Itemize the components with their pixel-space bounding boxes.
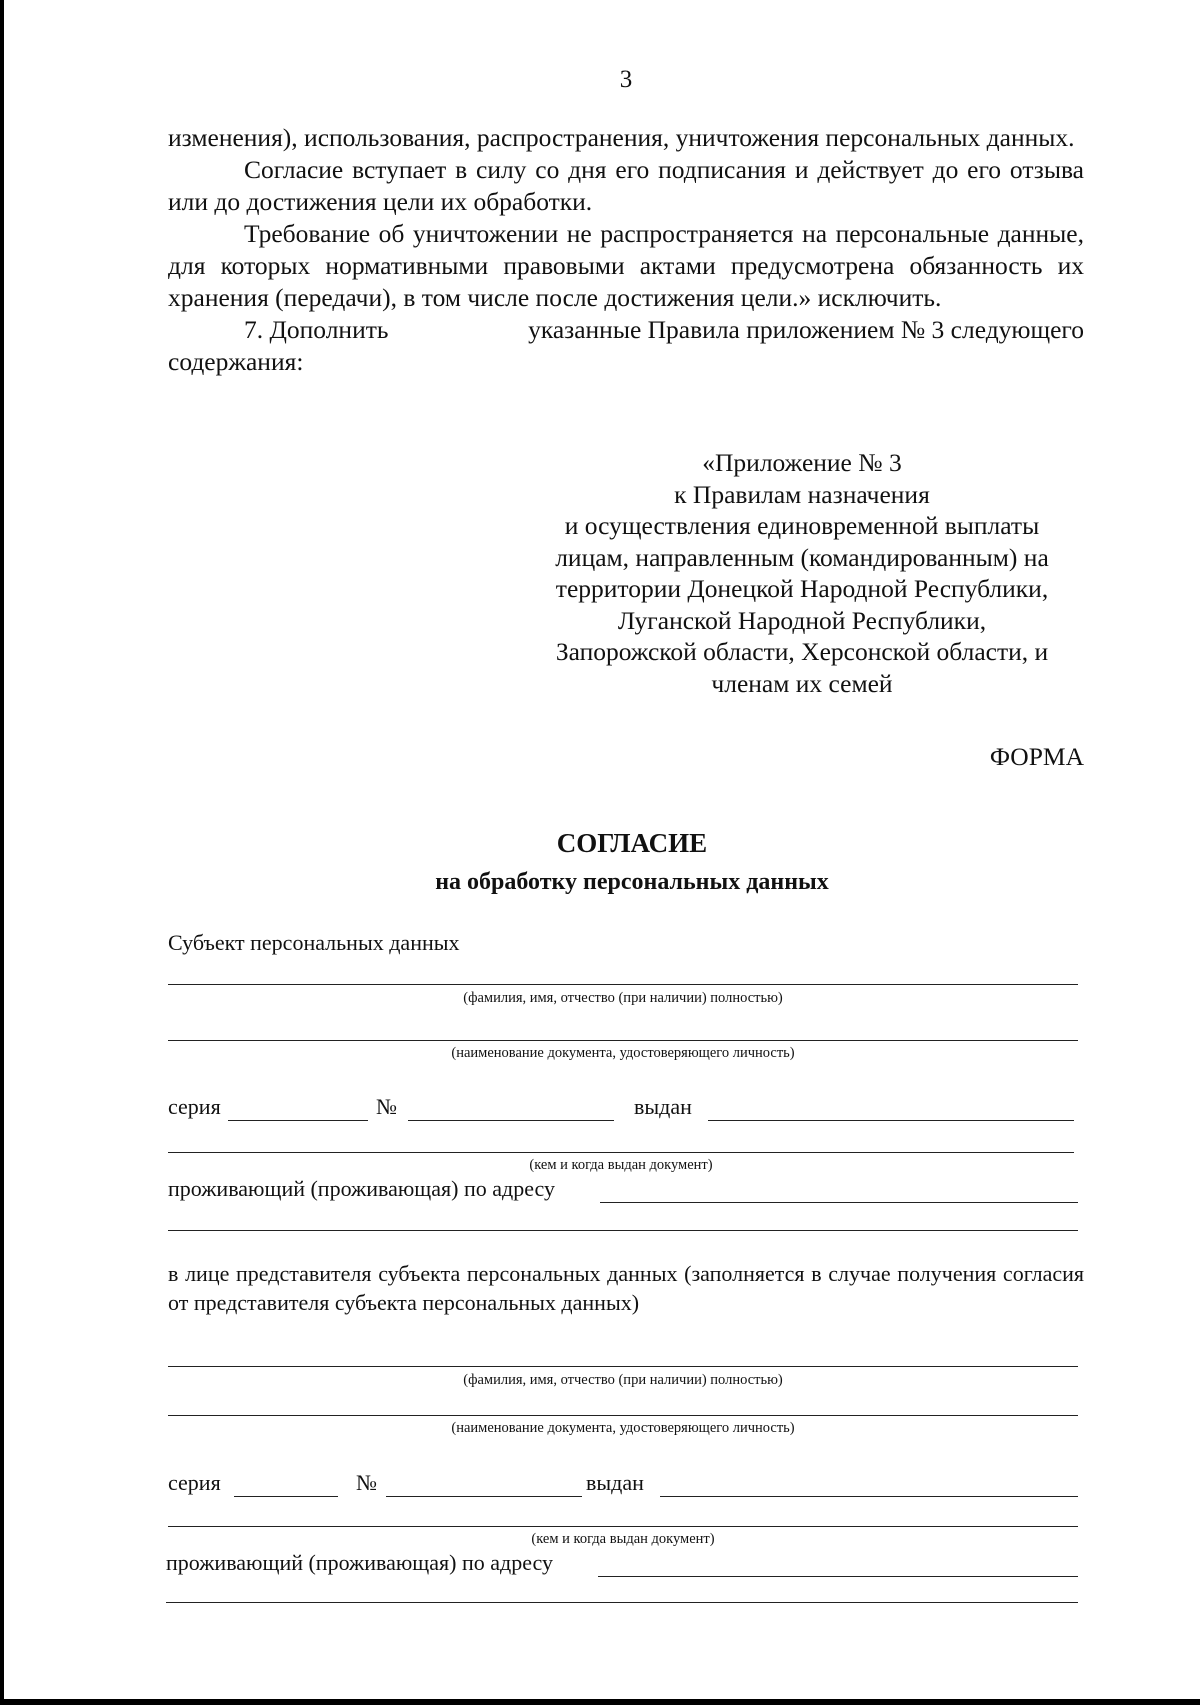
- subject-issuer-caption: (кем и когда выдан документ): [529, 1157, 713, 1173]
- rep-fio-line[interactable]: [168, 1366, 1078, 1367]
- subject-doc-caption: (наименование документа, удостоверяющего личность): [451, 1045, 795, 1061]
- scan-left-border: [0, 0, 4, 1705]
- subject-issued-label: выдан: [634, 1094, 692, 1119]
- consent-subtitle: на обработку персональных данных: [435, 869, 829, 895]
- body-paragraph-1: изменения), использования, распространения, уничтожения персональных данных.: [168, 123, 1075, 152]
- subject-series-label: серия: [168, 1094, 221, 1119]
- subject-address-field[interactable]: [600, 1202, 1078, 1203]
- subject-fio-line[interactable]: [168, 984, 1078, 985]
- rep-series-field[interactable]: [234, 1496, 338, 1497]
- item-7-continuation: содержания:: [168, 347, 304, 376]
- body-paragraph-3: Требование об уничтожении не распространяется на персональные данные, для которых нормативными правовыми актами предусмотрена обязанность их хранения (передачи), в том числе после достижения цели.» исключить.: [168, 219, 1084, 312]
- subject-issued-field[interactable]: [708, 1120, 1074, 1121]
- subject-series-field[interactable]: [228, 1120, 368, 1121]
- rep-issuer-line[interactable]: [168, 1526, 1078, 1527]
- rep-address-line-2[interactable]: [166, 1602, 1078, 1603]
- subject-doc-line[interactable]: [168, 1040, 1078, 1041]
- subject-fio-caption: (фамилия, имя, отчество (при наличии) полностью): [463, 990, 783, 1006]
- forma-label: ФОРМА: [989, 742, 1084, 771]
- appendix-line: Луганской Народной Республики,: [617, 605, 987, 635]
- rep-doc-caption: (наименование документа, удостоверяющего личность): [451, 1420, 795, 1436]
- rep-issuer-caption: (кем и когда выдан документ): [531, 1531, 715, 1547]
- appendix-line: членам их семей: [711, 668, 893, 698]
- subject-issuer-line[interactable]: [168, 1152, 1074, 1153]
- rep-doc-line[interactable]: [168, 1415, 1078, 1416]
- representative-intro: [168, 1259, 1084, 1317]
- appendix-header: [520, 447, 1084, 699]
- subject-number-label: №: [376, 1094, 397, 1119]
- representative-intro-text: в лице представителя субъекта персональных данных (заполняется в случае получения согласия от представителя субъекта персональных данных): [168, 1261, 1084, 1315]
- rep-fio-caption: (фамилия, имя, отчество (при наличии) полностью): [463, 1372, 783, 1388]
- appendix-line: лицам, направленным (командированным) на: [555, 542, 1049, 572]
- rep-address-field[interactable]: [598, 1576, 1078, 1577]
- appendix-line: «Приложение № 3: [702, 448, 902, 477]
- rep-address-label: проживающий (проживающая) по адресу: [166, 1550, 553, 1575]
- rep-series-label: серия: [168, 1470, 221, 1495]
- appendix-line: Запорожской области, Херсонской области, и: [555, 637, 1049, 666]
- item-7-text: указанные Правила приложением № 3 следующего: [528, 315, 1084, 344]
- item-7-line: [168, 314, 1084, 346]
- subject-address-line-2[interactable]: [168, 1230, 1078, 1231]
- body-paragraph-2: Согласие вступает в силу со дня его подписания и действует до его отзыва или до достижения цели их обработки.: [168, 155, 1084, 216]
- item-7-number: 7. Дополнить: [244, 315, 389, 344]
- page-number: 3: [619, 66, 633, 93]
- subject-address-label: проживающий (проживающая) по адресу: [168, 1176, 555, 1201]
- scan-bottom-border: [0, 1699, 1200, 1705]
- rep-issued-label: выдан: [586, 1470, 644, 1495]
- body-text: [168, 122, 1084, 378]
- rep-issued-field[interactable]: [660, 1496, 1078, 1497]
- consent-title: СОГЛАСИЕ: [556, 828, 708, 858]
- appendix-line: к Правилам назначения: [674, 479, 930, 509]
- rep-number-field[interactable]: [386, 1496, 582, 1497]
- appendix-line: и осуществления единовременной выплаты: [564, 511, 1040, 540]
- rep-number-label: №: [356, 1470, 377, 1495]
- subject-number-field[interactable]: [408, 1120, 614, 1121]
- appendix-line: территории Донецкой Народной Республики,: [555, 574, 1049, 603]
- subject-label: Субъект персональных данных: [168, 930, 460, 955]
